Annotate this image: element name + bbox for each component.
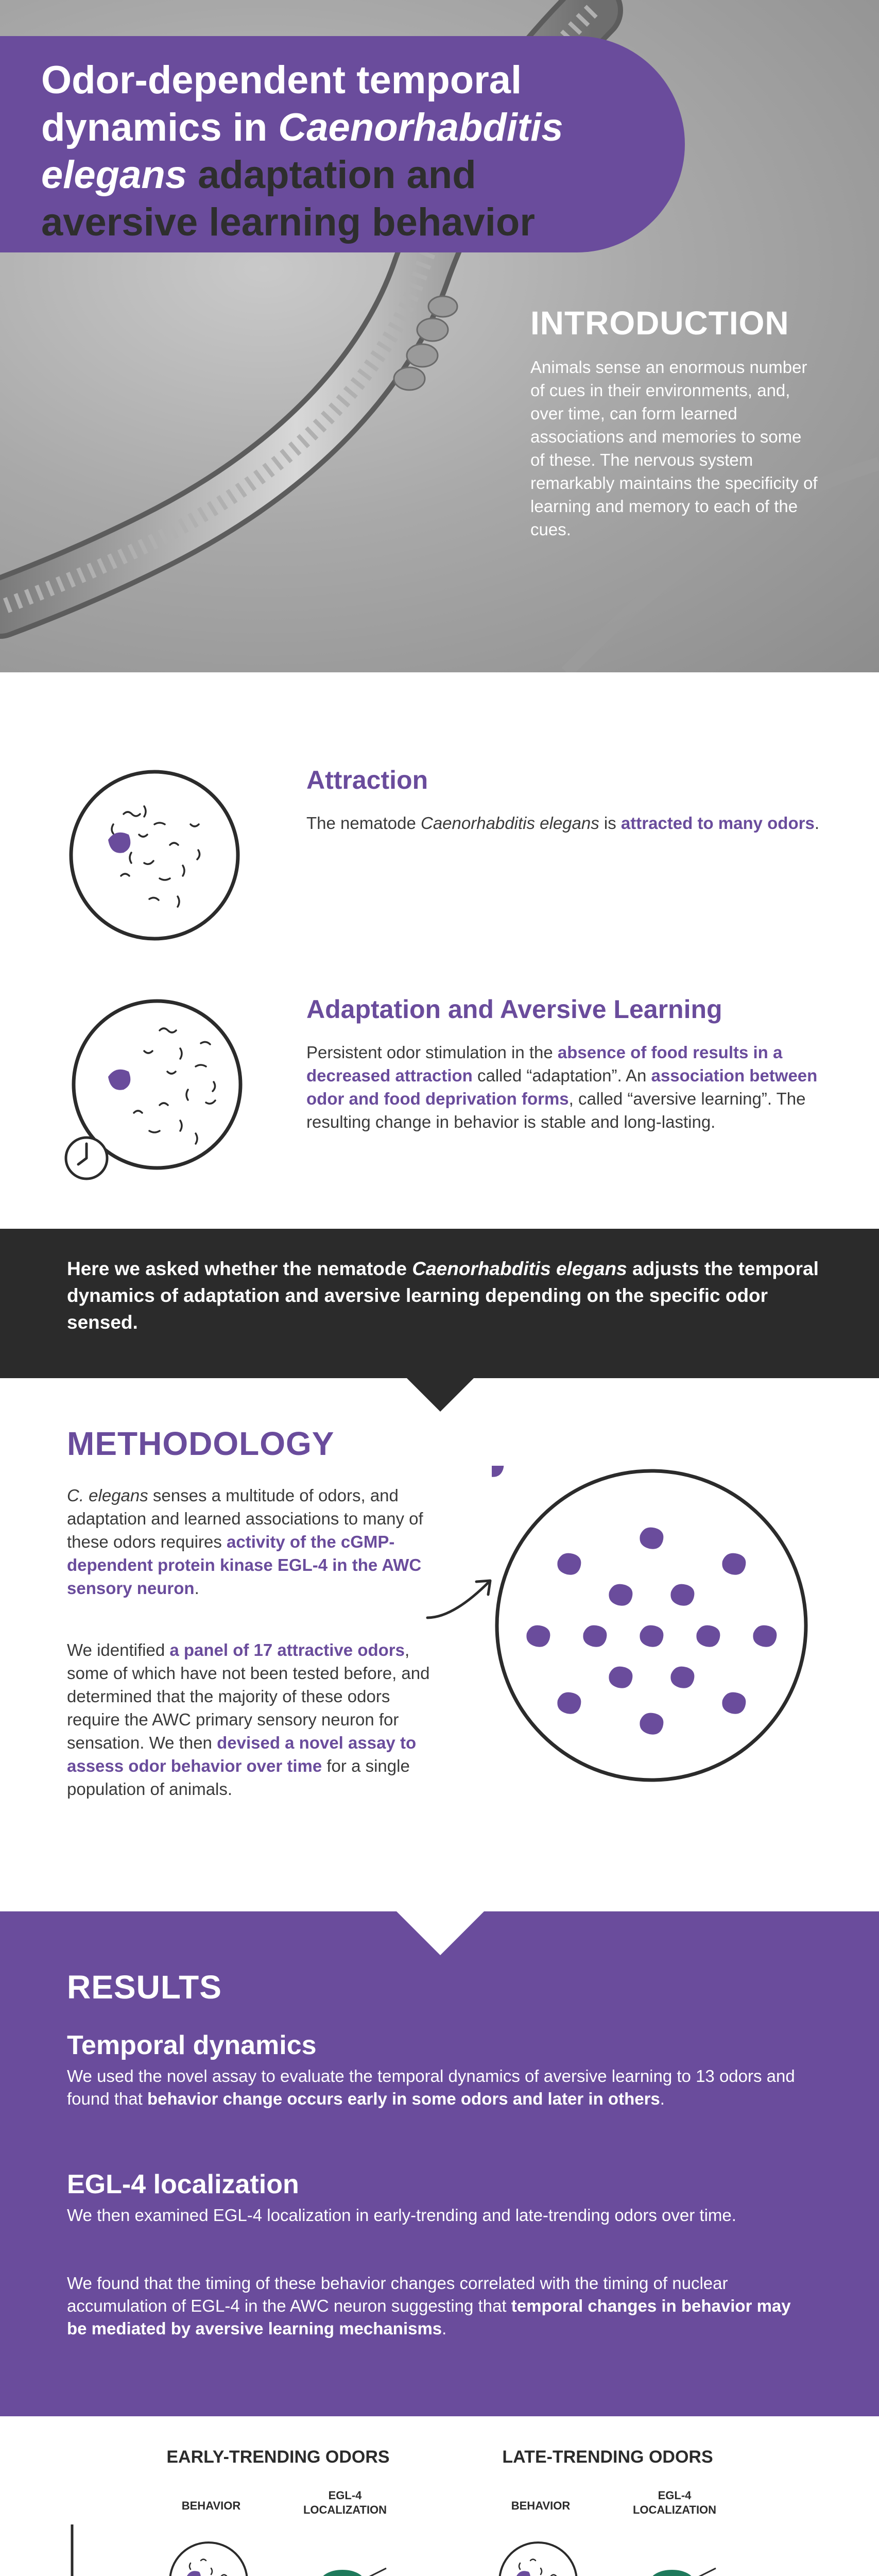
clock-icon	[66, 1138, 107, 1179]
egl4-localization-heading: EGL-4 localization	[67, 2170, 299, 2199]
question-banner	[0, 1229, 879, 1378]
adaptation-heading: Adaptation and Aversive Learning	[306, 995, 722, 1024]
late-trending-heading: LATE-TRENDING ODORS	[502, 2447, 713, 2467]
attraction-section	[0, 672, 879, 1229]
early-trending-heading: EARLY-TRENDING ODORS	[166, 2447, 390, 2467]
title-banner	[0, 36, 685, 252]
late-egl4-label: EGL-4 LOCALIZATION	[632, 2489, 717, 2516]
temporal-dynamics-text: We used the novel assay to evaluate the temporal dynamics of aversive learning to 13 odors and found that behavior change occurs early in some odors and later in others.	[67, 2066, 795, 2108]
methodology-heading: METHODOLOGY	[67, 1425, 335, 1462]
trending-illustrations	[0, 2416, 879, 2576]
results-heading: RESULTS	[67, 1969, 222, 2006]
trending-diagram	[0, 2416, 879, 2576]
arrow-icon	[422, 1566, 499, 1628]
attraction-text: The nematode Caenorhabditis elegans is attracted to many odors.	[306, 814, 819, 833]
early-behavior-label: BEHAVIOR	[181, 2499, 241, 2512]
temporal-dynamics-heading: Temporal dynamics	[67, 2030, 317, 2060]
early-egl4-label: EGL-4 LOCALIZATION	[303, 2489, 387, 2516]
adaptation-plate-icon	[57, 994, 247, 1185]
results-finding-text: We found that the timing of these behavior changes correlated with the timing of nuclear accumulation of EGL-4 in the AWC neuron suggesting that temporal changes in behavior may be mediated by aversive learning mechanisms.	[67, 2274, 791, 2338]
late-behavior-label: BEHAVIOR	[511, 2499, 571, 2512]
banner-pointer	[407, 1378, 474, 1412]
page-title: Odor-dependent temporal dynamics in Caenorhabditis elegans adaptation and aversive learning behavior	[41, 58, 563, 244]
odor-panel-plate-icon	[492, 1466, 811, 1785]
methodology-section	[0, 1412, 879, 1911]
question-text: Here we asked whether the nematode Caenorhabditis elegans adjusts the temporal dynamics of adaptation and aversive learning depending on the specific odor sensed.	[67, 1258, 819, 1333]
introduction-text: Animals sense an enormous number of cues in their environments, and, over time, can form learned associations and memories to some of these. The nervous system remarkably maintains the specificity of learning and memory to each of the cues.	[530, 358, 818, 539]
introduction-heading: INTRODUCTION	[530, 304, 789, 342]
egl4-localization-text: We then examined EGL-4 localization in early-trending and late-trending odors over time.	[67, 2206, 736, 2225]
results-pointer	[397, 1911, 484, 1955]
hero-section	[0, 0, 879, 672]
methodology-paragraph-2: We identified a panel of 17 attractive odors, some of which have not been tested before, and determined that the majority of these odors require the AWC primary sensory neuron for sensation. We then devised a novel assay to assess odor behavior over time for a single population of animals.	[67, 1640, 430, 1799]
attraction-plate-icon	[67, 768, 242, 943]
results-section	[0, 1911, 879, 2416]
methodology-paragraph-1: C. elegans senses a multitude of odors, and adaptation and learned associations to many of these odors requires activity of the cGMP-dependent protein kinase EGL-4 in the AWC sensory neuron.	[67, 1486, 423, 1598]
adaptation-text: Persistent odor stimulation in the absence of food results in a decreased attraction called “adaptation”. An association between odor and food deprivation forms, called “aversive learning”. The resulting change in behavior is stable and long-lasting.	[306, 1043, 818, 1131]
attraction-heading: Attraction	[306, 766, 428, 794]
